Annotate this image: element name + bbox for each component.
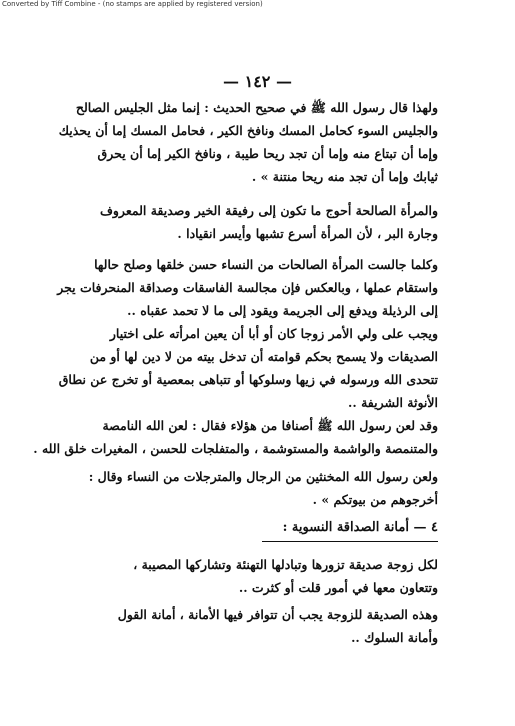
text-line: ويجب على ولي الأمر زوجا كان أو أبا أن يعين امرأته على اختيار: [109, 326, 438, 341]
page-number: — ١٤٢ —: [223, 72, 292, 91]
paragraph-guardian-duty: [58, 322, 438, 414]
paragraph-righteous-woman: [98, 199, 438, 245]
paragraph-curse: [33, 414, 438, 460]
text-line: ولعن رسول الله المخنثين من الرجال والمترجلات من النساء وقال :: [88, 469, 438, 484]
paragraph-trust: [98, 603, 438, 649]
paragraph-friend: [98, 553, 438, 599]
text-line: ثيابك وإما أن تجد منه ريحا منتنة » .: [251, 169, 438, 184]
text-line: وجارة البر ، لأن المرأة أسرع تشبها وأيسر انقيادا .: [177, 226, 438, 241]
watermark-text: Converted by Tiff Combine - (no stamps are applied by registered version): [2, 0, 263, 8]
text-line: واستقام عملها ، وبالعكس فإن مجالسة الفاسقات وصداقة المنحرفات يجر: [57, 280, 438, 295]
text-line: الصديقات ولا يسمح بحكم قوامته أن تدخل بيته من لا دين لها أو من: [89, 349, 438, 364]
text-line: وتتعاون معها في أمور قلت أو كثرت ..: [238, 580, 438, 595]
text-line: والمتنمصة والواشمة والمستوشمة ، والمتفلجات للحسن ، المغيرات خلق الله .: [33, 441, 438, 456]
text-line: ولهذا قال رسول الله ﷺ في صحيح الحديث : إنما مثل الجليس الصالح: [75, 100, 438, 115]
text-line: الأنوثة الشريفة ..: [348, 395, 438, 410]
text-line: والجليس السوء كحامل المسك ونافخ الكير ، فحامل المسك إما أن يحذيك: [58, 123, 438, 138]
text-line: لكل زوجة صديقة تزورها وتبادلها التهنئة وتشاركها المصيبة ،: [133, 557, 438, 572]
text-line: تتحدى الله ورسوله في زيها وسلوكها أو تتباهى بمعصية أو تخرج عن نطاق: [58, 372, 438, 387]
text-line: والمرأة الصالحة أحوج ما تكون إلى رفيقة الخير وصديقة المعروف: [99, 203, 438, 218]
text-line: أخرجوهم من بيوتكم » .: [312, 492, 438, 507]
text-line: وإما أن تبتاع منه وإما أن تجد ريحا طيبة ، ونافخ الكير إما أن يحرق: [97, 146, 438, 161]
heading-underline: [262, 541, 438, 542]
text-line: وكلما جالست المرأة الصالحات من النساء حسن خلقها وصلح حالها: [94, 257, 438, 272]
text-line: وأمانة السلوك ..: [351, 630, 438, 645]
paragraph-hadith: [58, 96, 438, 188]
section-heading: ٤ — أمانة الصداقة النسوية :: [282, 520, 438, 535]
text-line: وهذه الصديقة للزوجة يجب أن تتوافر فيها الأمانة ، أمانة القول: [117, 607, 438, 622]
paragraph-companionship: [57, 253, 438, 322]
text-line: إلى الرذيلة ويدفع إلى الجريمة ويقود إلى ما لا تحمد عقباه ..: [127, 303, 438, 318]
text-line: وقد لعن رسول الله ﷺ أصنافا من هؤلاء فقال : لعن الله النامصة: [102, 418, 438, 433]
paragraph-effeminate: [88, 465, 438, 511]
